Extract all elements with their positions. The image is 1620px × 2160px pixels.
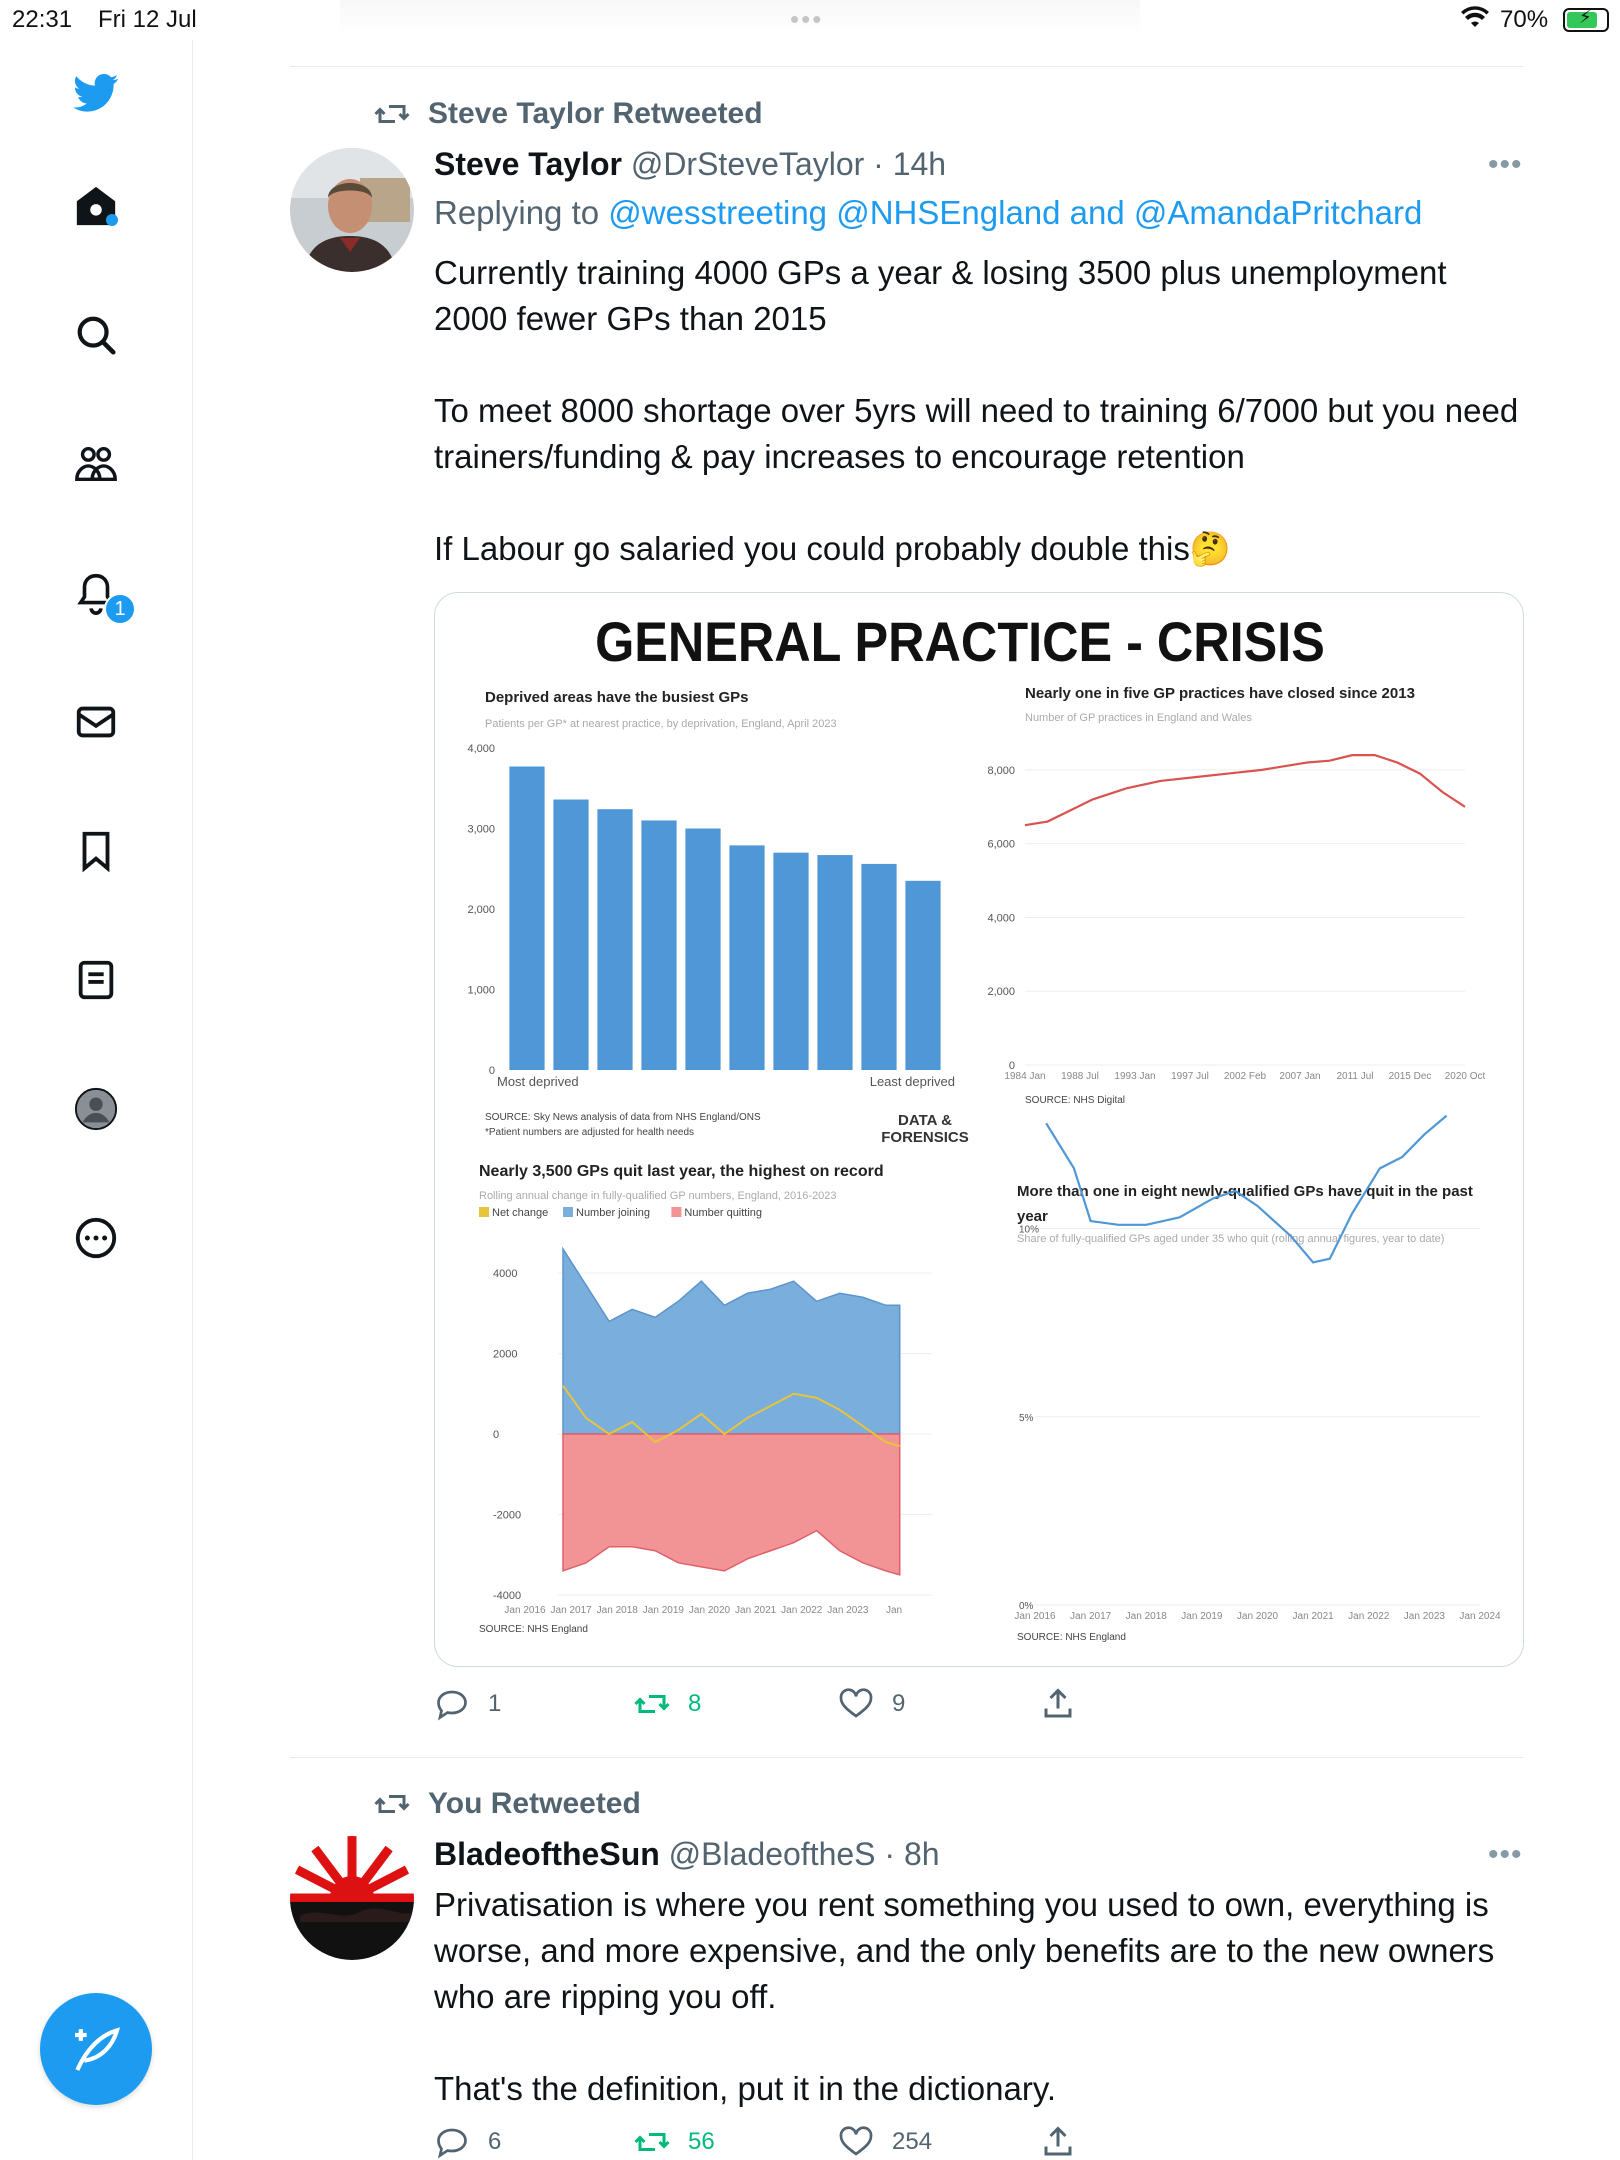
x-tick-label: Jan 2019 xyxy=(1181,1611,1223,1622)
retweet-icon xyxy=(634,2124,670,2160)
chart-source: SOURCE: NHS Digital xyxy=(1025,1095,1126,1106)
y-tick-label: 2000 xyxy=(493,1348,518,1361)
retweeted-by-text: You Retweeted xyxy=(428,1787,641,1820)
chart-title: More than one in eight newly-qualified GPs have quit in the past xyxy=(1017,1183,1473,1200)
tweet-time: · 8h xyxy=(884,1836,940,1872)
legend-label: Number joining xyxy=(576,1207,650,1219)
author-handle[interactable]: @DrSteveTaylor xyxy=(630,146,865,182)
x-tick-label: 1988 Jul xyxy=(1061,1071,1099,1082)
wifi-icon xyxy=(1460,6,1490,37)
tweet-actions xyxy=(434,1686,1134,1732)
x-tick-label: 2002 Feb xyxy=(1223,1071,1267,1082)
y-tick-label: 8,000 xyxy=(987,764,1015,777)
like-button[interactable] xyxy=(838,1686,905,1722)
bar xyxy=(773,853,808,1070)
bar xyxy=(861,864,896,1070)
x-tick-label: Jan 2023 xyxy=(827,1605,869,1616)
retweet-button[interactable] xyxy=(634,2124,715,2160)
y-tick-label: 2,000 xyxy=(987,986,1015,999)
data-forensics-logo: DATA & xyxy=(898,1112,952,1129)
x-tick-label: Jan 2020 xyxy=(1236,1611,1279,1622)
y-tick-label: 0 xyxy=(1008,1060,1015,1072)
messages-icon[interactable] xyxy=(69,695,123,749)
y-tick-label: 5% xyxy=(1019,1412,1034,1424)
retweet-icon xyxy=(634,1686,670,1722)
tweet-media-image[interactable] xyxy=(434,592,1524,1667)
mention-link[interactable]: @NHSEngland xyxy=(836,194,1061,231)
chart-note: *Patient numbers are adjusted for health needs xyxy=(485,1127,695,1138)
bar xyxy=(553,800,588,1070)
x-tick-label: Jan xyxy=(885,1605,903,1616)
chart-subtitle: Number of GP practices in England and Wales xyxy=(1025,712,1252,724)
search-icon[interactable] xyxy=(69,308,123,362)
x-tick-label: Jan 2024 xyxy=(1459,1611,1501,1622)
x-tick-label: Jan 2018 xyxy=(596,1605,638,1616)
series-line xyxy=(1025,755,1465,825)
mention-link[interactable]: @AmandaPritchard xyxy=(1133,194,1423,231)
retweet-icon xyxy=(374,96,410,132)
like-count: 9 xyxy=(892,1690,906,1717)
chart-title: year xyxy=(1017,1208,1048,1225)
x-category-label: Least deprived xyxy=(869,1074,955,1089)
tweet-more-options-icon[interactable]: ••• xyxy=(1488,1838,1523,1871)
chart-title: Nearly 3,500 GPs quit last year, the highest on record xyxy=(479,1163,884,1180)
reply-icon xyxy=(434,2124,470,2160)
chart-source: SOURCE: Sky News analysis of data from NHS England/ONS xyxy=(485,1112,761,1123)
reply-count: 6 xyxy=(488,2128,502,2155)
divider xyxy=(290,66,1524,67)
retweeted-by-text: Steve Taylor Retweeted xyxy=(428,97,763,130)
like-button[interactable] xyxy=(838,2124,932,2160)
avatar-steve-taylor[interactable] xyxy=(290,148,414,272)
chart-title: Nearly one in five GP practices have closed since 2013 xyxy=(1025,685,1415,702)
x-tick-label: Jan 2020 xyxy=(688,1605,731,1616)
chart-source: SOURCE: NHS England xyxy=(479,1624,588,1635)
battery-icon: ⚡ xyxy=(1563,8,1609,32)
chart-subtitle: Share of fully-qualified GPs aged under 35 who quit (rolling annual figures, year to date) xyxy=(1017,1233,1445,1245)
y-tick-label: 4,000 xyxy=(467,743,495,755)
bar xyxy=(729,845,764,1070)
reply-button[interactable] xyxy=(434,1686,501,1722)
legend-label: Net change xyxy=(492,1207,549,1219)
retweet-count: 8 xyxy=(688,1690,702,1717)
tweet-header xyxy=(434,146,946,183)
x-tick-label: Jan 2017 xyxy=(1070,1611,1112,1622)
area-number-joining xyxy=(563,1249,900,1434)
x-tick-label: 1993 Jan xyxy=(1114,1071,1156,1082)
legend-swatch xyxy=(671,1207,681,1217)
x-tick-label: 2015 Dec xyxy=(1388,1071,1432,1082)
bar xyxy=(641,820,676,1070)
y-tick-label: 0 xyxy=(493,1429,500,1442)
data-forensics-logo: FORENSICS xyxy=(881,1129,969,1146)
compose-tweet-button[interactable] xyxy=(40,1993,152,2105)
author-handle[interactable]: @BladeoftheS xyxy=(668,1836,876,1872)
y-tick-label: 2,000 xyxy=(467,904,495,916)
legend-label: Number quitting xyxy=(684,1207,763,1219)
y-tick-label: 6,000 xyxy=(987,838,1015,851)
battery-percent: 70% xyxy=(1500,6,1549,33)
status-date: Fri 12 Jul xyxy=(98,6,197,33)
communities-icon[interactable] xyxy=(69,437,123,491)
x-tick-label: Jan 2017 xyxy=(550,1605,592,1616)
replying-prefix: Replying to xyxy=(434,194,600,231)
legend-swatch xyxy=(479,1207,489,1217)
notification-badge: 1 xyxy=(104,593,136,625)
y-tick-label: -4000 xyxy=(493,1590,522,1602)
sidebar xyxy=(0,40,193,2160)
x-tick-label: Jan 2022 xyxy=(1348,1611,1390,1622)
y-tick-label: 0 xyxy=(488,1065,495,1077)
y-tick-label: 10% xyxy=(1019,1224,1040,1236)
mention-and[interactable]: and xyxy=(1069,194,1125,231)
lists-icon[interactable] xyxy=(69,953,123,1007)
area-number-quitting xyxy=(563,1434,900,1575)
avatar-bladeofthesun[interactable] xyxy=(290,1836,414,1960)
mention-link[interactable]: @wesstreeting xyxy=(608,194,828,231)
bar xyxy=(509,767,544,1070)
reply-count: 1 xyxy=(488,1690,502,1717)
retweeted-by-line xyxy=(374,1786,641,1822)
bar xyxy=(817,855,852,1070)
reply-icon xyxy=(434,1686,470,1722)
share-icon xyxy=(1040,2124,1076,2160)
infographic-title: GENERAL PRACTICE - CRISIS xyxy=(595,611,1325,674)
x-tick-label: 1997 Jul xyxy=(1171,1071,1209,1082)
retweet-count: 56 xyxy=(688,2128,715,2155)
y-tick-label: 4,000 xyxy=(987,912,1015,925)
y-tick-label: -2000 xyxy=(493,1509,522,1522)
bar xyxy=(597,809,632,1070)
scrolled-content-edge xyxy=(340,0,1140,36)
x-tick-label: Jan 2021 xyxy=(1292,1611,1334,1622)
bar xyxy=(905,881,940,1070)
author-name[interactable]: Steve Taylor xyxy=(434,146,622,182)
new-tweets-dot xyxy=(106,214,118,226)
chart-subtitle: Patients per GP* at nearest practice, by deprivation, England, April 2023 xyxy=(485,718,837,730)
x-tick-label: 1984 Jan xyxy=(1004,1071,1046,1082)
tweet-time: · 14h xyxy=(873,146,947,182)
tweet-text: Currently training 4000 GPs a year & losing 3500 plus unemployment 2000 fewer GPs than 2015 To meet 8000 shortage over 5yrs will need to training 6/7000 but you need trainers/funding & pay increases to encourage retention If Labour go salaried you could probably double this🤔 xyxy=(434,254,1519,567)
x-tick-label: Jan 2019 xyxy=(642,1605,684,1616)
divider xyxy=(290,1757,1524,1758)
share-button[interactable] xyxy=(1040,2124,1076,2160)
more-icon[interactable] xyxy=(69,1211,123,1265)
x-tick-label: Jan 2018 xyxy=(1125,1611,1167,1622)
tweet-actions xyxy=(434,2124,1134,2160)
x-category-label: Most deprived xyxy=(497,1074,579,1089)
x-tick-label: 2020 Oct xyxy=(1444,1071,1486,1082)
y-tick-label: 1,000 xyxy=(467,984,495,997)
retweet-button[interactable] xyxy=(634,1686,701,1722)
retweet-icon xyxy=(374,1786,410,1822)
tweet-text: Privatisation is where you rent something you used to own, everything is worse, and more expensive, and the only benefits are to the new owners who are ripping you off. That's the definition, put it in the dictionary. xyxy=(434,1886,1495,2107)
chart-source: SOURCE: NHS England xyxy=(1017,1632,1126,1643)
x-tick-label: Jan 2016 xyxy=(1014,1611,1056,1622)
x-tick-label: Jan 2016 xyxy=(504,1605,546,1616)
tweet-more-options-icon[interactable]: ••• xyxy=(1488,148,1523,181)
y-tick-label: 4000 xyxy=(493,1268,518,1281)
compose-feather-icon xyxy=(68,2021,124,2077)
chart-title: Deprived areas have the busiest GPs xyxy=(485,689,749,706)
share-button[interactable] xyxy=(1040,1686,1076,1722)
bookmarks-icon[interactable] xyxy=(69,824,123,878)
twitter-logo-icon[interactable] xyxy=(69,66,123,120)
profile-icon[interactable] xyxy=(69,1082,123,1136)
x-tick-label: 2011 Jul xyxy=(1336,1071,1374,1082)
replying-to xyxy=(434,194,1422,232)
charts-infographic xyxy=(435,593,1524,1667)
status-time: 22:31 xyxy=(12,6,73,33)
y-tick-label: 0% xyxy=(1019,1601,1034,1612)
reply-button[interactable] xyxy=(434,2124,501,2160)
x-tick-label: Jan 2022 xyxy=(781,1605,823,1616)
x-tick-label: 2007 Jan xyxy=(1279,1071,1321,1082)
x-tick-label: Jan 2023 xyxy=(1403,1611,1445,1622)
x-tick-label: Jan 2021 xyxy=(735,1605,777,1616)
heart-icon xyxy=(838,2124,874,2160)
legend-swatch xyxy=(563,1207,573,1217)
like-count: 254 xyxy=(892,2128,933,2155)
tweet-header xyxy=(434,1836,940,1873)
heart-icon xyxy=(838,1686,874,1722)
author-name[interactable]: BladeoftheSun xyxy=(434,1836,660,1872)
share-icon xyxy=(1040,1686,1076,1722)
retweeted-by-line xyxy=(374,96,763,132)
bar xyxy=(685,829,720,1071)
y-tick-label: 3,000 xyxy=(467,823,495,836)
chart-subtitle: Rolling annual change in fully-qualified GP numbers, England, 2016-2023 xyxy=(479,1190,837,1202)
